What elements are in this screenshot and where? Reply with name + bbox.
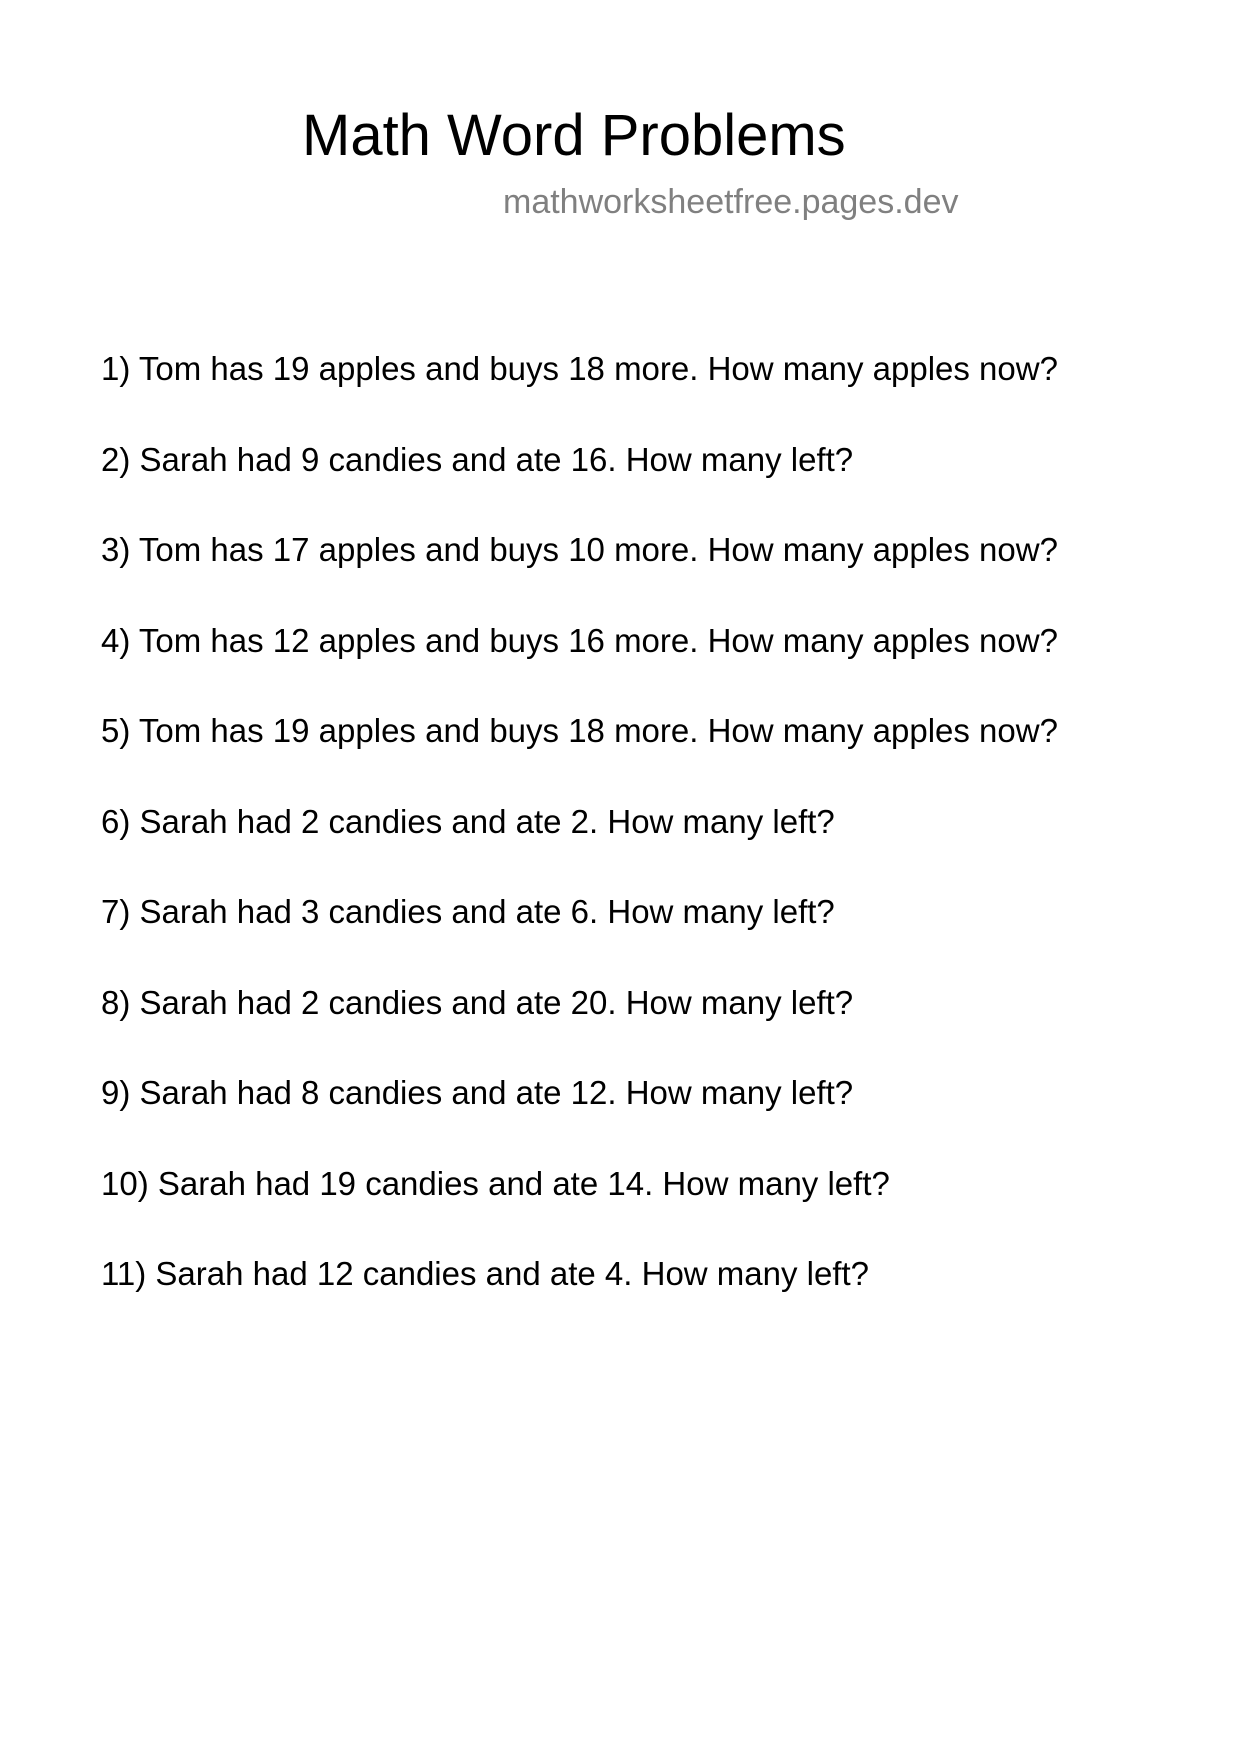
problem-item: 6) Sarah had 2 candies and ate 2. How many left? <box>101 802 835 840</box>
site-url: mathworksheetfree.pages.dev <box>503 183 959 221</box>
worksheet-title: Math Word Problems <box>302 103 846 168</box>
problem-item: 1) Tom has 19 apples and buys 18 more. How many apples now? <box>101 350 1058 387</box>
problem-item: 3) Tom has 17 apples and buys 10 more. How many apples now? <box>101 531 1058 568</box>
problem-list <box>101 347 1058 1343</box>
problem-item: 4) Tom has 12 apples and buys 16 more. How many apples now? <box>101 621 1058 659</box>
problem-item: 11) Sarah had 12 candies and ate 4. How many left? <box>101 1255 870 1292</box>
problem-item: 9) Sarah had 8 candies and ate 12. How many left? <box>101 1074 854 1111</box>
problem-item: 10) Sarah had 19 candies and ate 14. How many left? <box>101 1164 890 1202</box>
problem-item: 8) Sarah had 2 candies and ate 20. How many left? <box>101 983 854 1021</box>
problem-item: 7) Sarah had 3 candies and ate 6. How many left? <box>101 893 835 930</box>
problem-item: 5) Tom has 19 apples and buys 18 more. How many apples now? <box>101 712 1058 749</box>
problem-item: 2) Sarah had 9 candies and ate 16. How many left? <box>101 440 854 478</box>
